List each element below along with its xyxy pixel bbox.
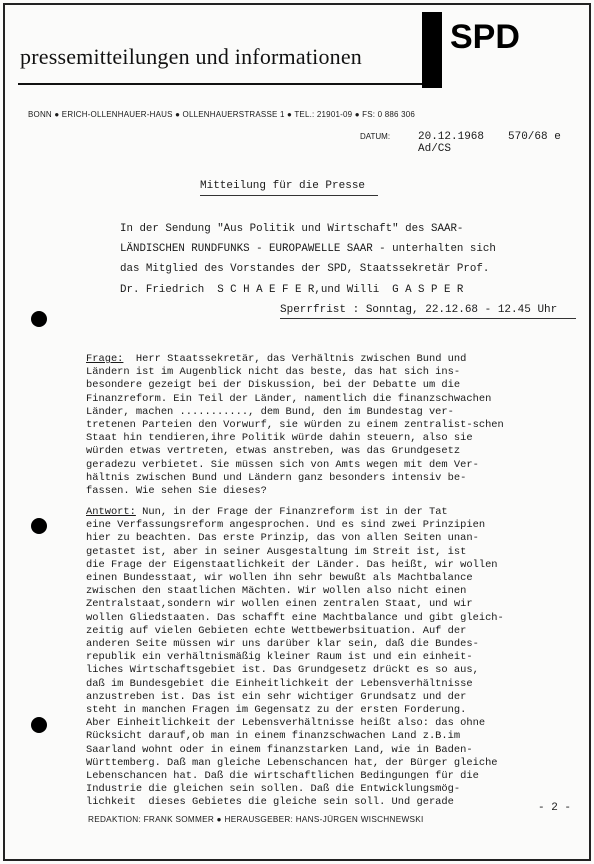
page-border-top — [3, 3, 591, 5]
date-label: DATUM: — [360, 132, 391, 141]
page-border-bottom — [3, 859, 591, 861]
address-line: BONN ● ERICH-OLLENHAUER-HAUS ● OLLENHAUERSTRASSE 1 ● TEL.: 21901-09 ● FS: 0 886 306 — [28, 110, 416, 119]
logo-bar — [422, 12, 442, 88]
answer-line: republik ein verhältnismäßig kleiner Raum ist und ein einheit- — [86, 651, 473, 664]
answer-line: Lebenschancen hat. Daß die wirtschaftlichen Bedingungen für die — [86, 770, 479, 783]
answer-line: anzustreben ist. Das ist ein sehr wichtiger Grundsatz und der — [86, 690, 467, 703]
answer-line: eine Verfassungsreform angesprochen. Und es sind zwei Prinzipien — [86, 519, 486, 532]
question-line: würden etwas vertreten, etwas anstreben, was das Grundgesetz — [86, 445, 461, 458]
question-line: hältnis zwischen Bund und Ländern ganz besonders intensiv be- — [86, 471, 467, 484]
reference-number: 570/68 e — [508, 131, 561, 143]
answer-line: zwischen den staatlichen Mächten. Wir wollen also nicht einen — [86, 585, 467, 598]
answer-line: einen Bundesstaat, wir wollen ihn sehr bewußt als Machtbalance — [86, 572, 473, 585]
question-line: Länder, machen ..........., dem Bund, den im Bundestag ver- — [86, 405, 454, 418]
page-number: - 2 - — [538, 802, 572, 814]
question-line: fassen. Wie sehen Sie dieses? — [86, 485, 267, 498]
answer-line: Zentralstaat,sondern wir wollen einen zentralen Staat, und wir — [86, 598, 473, 611]
question-line: geradezu verbietet. Sie müssen sich von Amts wegen mit dem Ver- — [86, 458, 479, 471]
punch-hole — [31, 311, 47, 327]
footer-editorial: REDAKTION: FRANK SOMMER ● HERAUSGEBER: HANS-JÜRGEN WISCHNEWSKI — [88, 815, 424, 824]
punch-hole — [31, 717, 47, 733]
page-border-left — [3, 3, 5, 861]
initials: Ad/CS — [418, 143, 452, 155]
question-label: Frage: — [86, 353, 124, 365]
answer-line: wollen Gliedstaaten. Das schafft eine Machtbalance und gibt gleich- — [86, 611, 504, 624]
question-first-line: Frage: Herr Staatssekretär, das Verhältnis zwischen Bund und — [86, 353, 467, 365]
question-block — [86, 353, 504, 498]
answer-line: getastet ist, aber in seiner Ausgestaltung im Streit ist, ist — [86, 545, 467, 558]
answer-line: anderen Seite müssen wir uns darüber klar sein, daß die Bundes- — [86, 638, 479, 651]
answer-line: daß im Bundesgebiet die Einheitlichkeit der Lebensverhältnisse — [86, 677, 473, 690]
intro-line: In der Sendung "Aus Politik und Wirtschaft" des SAAR- — [120, 223, 464, 235]
answer-line: die Frage der Eigenstaatlichkeit der Länder. Das heißt, wir wollen — [86, 558, 498, 571]
answer-line: Aber Einheitlichkeit der Lebensverhältnisse heißt also: das ohne — [86, 717, 486, 730]
question-line: Staat hin tendieren,ihre Politik würde dahin steuern, also sie — [86, 432, 473, 445]
masthead-title: pressemitteilungen und informationen — [20, 44, 363, 69]
spd-logo: SPD — [450, 18, 520, 56]
answer-first-line: Antwort: Nun, in der Frage der Finanzreform ist in der Tat — [86, 506, 448, 518]
embargo-underline — [280, 318, 576, 319]
question-line: Finanzreform. Ein Teil der Länder, namentlich die finanzschwachen — [86, 392, 492, 405]
intro-line: Dr. Friedrich S C H A E F E R,und Willi G A S P E R — [120, 283, 464, 296]
embargo-notice: Sperrfrist : Sonntag, 22.12.68 - 12.45 Uhr — [280, 304, 558, 316]
answer-line: lichkeit dieses Gebietes die gleiche sein soll. Und gerade — [86, 796, 454, 809]
title-underline — [200, 195, 378, 196]
question-line: besondere gezeigt bei der Diskussion, bei der Debatte um die — [86, 379, 461, 392]
answer-line: Saarland wohnt oder in einem finanzstarken Land, wie in Baden- — [86, 743, 473, 756]
answer-block — [86, 506, 504, 810]
answer-line: steht in manchen Fragen im Gegensatz zu der ersten Forderung. — [86, 704, 467, 717]
answer-line: liches Wirtschaftsgebiet ist. Das Grundgesetz drückt es so aus, — [86, 664, 479, 677]
intro-line: das Mitglied des Vorstandes der SPD, Staatssekretär Prof. — [120, 263, 490, 276]
page-border-right — [589, 3, 591, 861]
question-line: Ländern ist im Augenblick nicht das beste, das hat sich ins- — [86, 366, 461, 379]
punch-hole — [31, 518, 47, 534]
answer-line: hier zu beachten. Das erste Prinzip, das von allen Seiten unan- — [86, 532, 479, 545]
question-line: tretenen Parteien den Vorwurf, sie würden zu einem zentralist-schen — [86, 419, 504, 432]
intro-line: LÄNDISCHEN RUNDFUNKS - EUROPAWELLE SAAR - unterhalten sich — [120, 243, 496, 256]
answer-line: Württemberg. Daß man gleiche Lebenschancen hat, der Bürger gleiche — [86, 756, 498, 769]
answer-label: Antwort: — [86, 506, 136, 518]
masthead-rule — [18, 83, 422, 85]
date-value: 20.12.1968 — [418, 131, 485, 143]
document-title: Mitteilung für die Presse — [200, 180, 366, 192]
answer-line: zeitig auf vielen Gebieten echte Wettbewerbsituation. Auf der — [86, 624, 467, 637]
intro-paragraph — [120, 219, 576, 300]
answer-line: Rücksicht darauf,ob man in einem finanzschwachen Land z.B.im — [86, 730, 461, 743]
answer-line: Industrie die gleichen sein sollen. Daß die Entwicklungsmög- — [86, 783, 461, 796]
